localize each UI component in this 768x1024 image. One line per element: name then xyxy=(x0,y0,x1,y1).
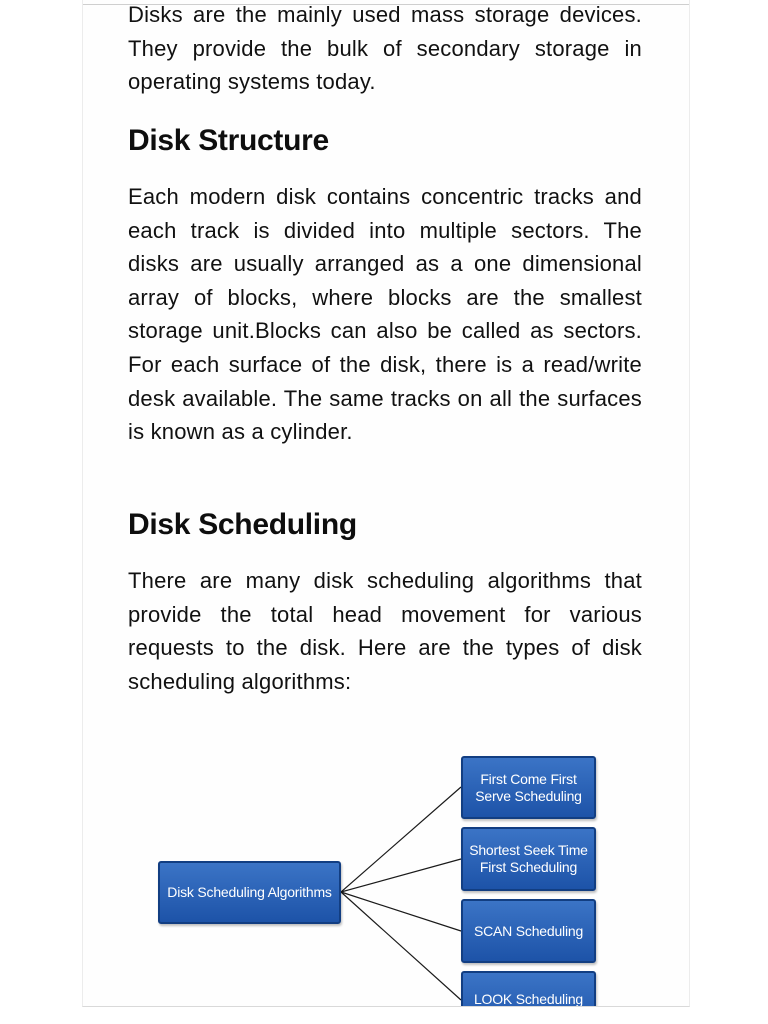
intro-paragraph: Disks are the mainly used mass storage devices. They provide the bulk of secondary storage in operating systems today. xyxy=(128,2,642,95)
disk-structure-heading: Disk Structure xyxy=(128,124,329,157)
node-sstf: Shortest Seek Time First Scheduling xyxy=(461,827,596,891)
disk-scheduling-paragraph: There are many disk scheduling algorithms that provide the total head movement for various requests to the disk. Here are the types of disk scheduling algorithms: xyxy=(128,568,642,694)
connector-scan xyxy=(341,892,461,931)
scheduling-algorithms-diagram xyxy=(153,750,603,1007)
disk-structure-paragraph: Each modern disk contains concentric tracks and each track is divided into multiple sectors. The disks are usually arranged as a one dimensional array of blocks, where blocks are the smallest storage unit.Blocks can also be called as sectors. For each surface of the disk, there is a read/write desk available. The same tracks on all the surfaces is known as a cylinder. xyxy=(128,184,642,445)
document-page xyxy=(82,0,690,1007)
node-fcfs: First Come First Serve Scheduling xyxy=(461,756,596,819)
connector-fcfs xyxy=(341,787,461,892)
node-look: LOOK Scheduling xyxy=(461,971,596,1007)
root-node-disk-scheduling-algorithms: Disk Scheduling Algorithms xyxy=(158,861,341,924)
connector-look xyxy=(341,892,461,1000)
disk-scheduling-heading: Disk Scheduling xyxy=(128,508,357,541)
node-scan: SCAN Scheduling xyxy=(461,899,596,963)
